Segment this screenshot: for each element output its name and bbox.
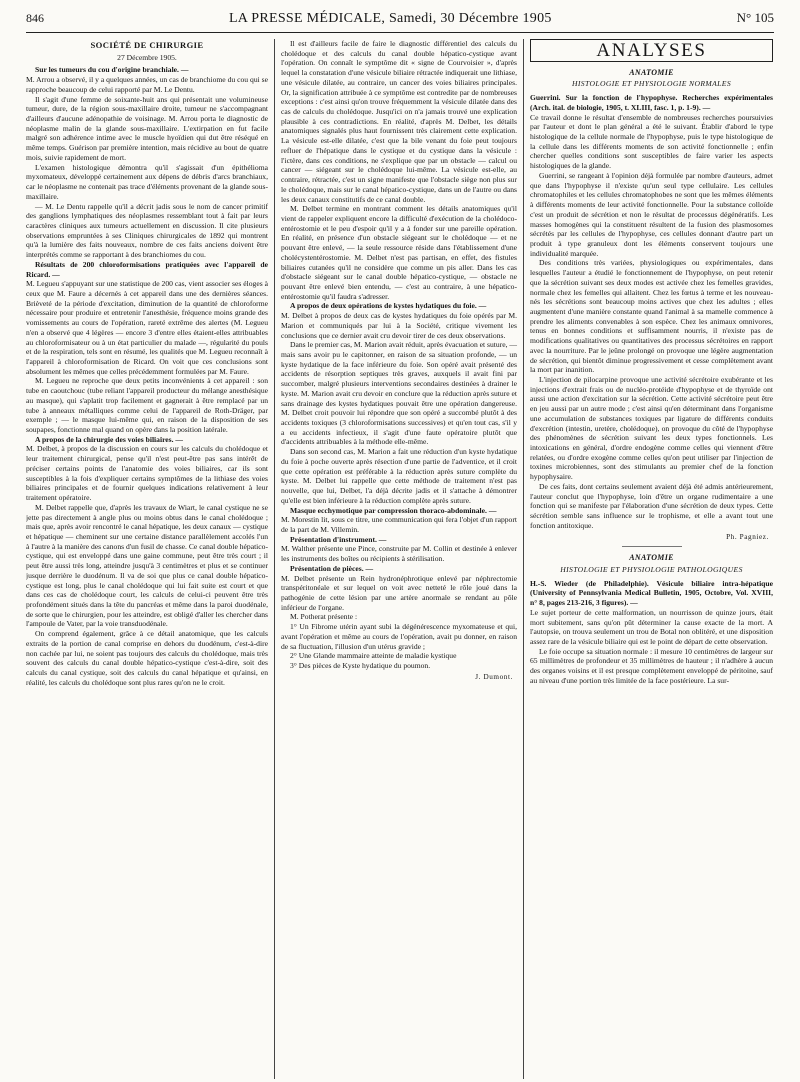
divider [622,546,682,547]
paragraph: Il s'agit d'une femme de soixante-huit ans qui présentait une volumineuse tumeur, dure, de la région sous-maxillaire droite, tumeur ne s'accompagnant d'ailleurs d'aucune adénopathie de voisinage. M. Arrou porta le diagnostic de néoplasme malin de la glande sous-maxillaire. L'extirpation en fut facile malgré son adhérence intime avec le muscle hyoïdien qui dut être réséqué en même temps. Guérison par première intention, mais récidive au bout de quatre mois, suivie rapidement de mort. [26,94,268,162]
paragraph: Dans son second cas, M. Marion a fait une réduction d'un kyste hydatique du foie à poche ouverte après résection d'une partie de l'adventice, et il croit que cette opération est préférable à la réduction après suture complète du kyste. M. Delbet lui rappelle que cette méthode de traitement n'est pas nouvelle, que lui, Delbet, l'a déjà décrite jadis et il s'attache à démontrer qu'elle est bien inférieure à la réduction complète après suture. [281,447,517,505]
paragraph: M. Delbet, à propos de la discussion en cours sur les calculs du cholédoque et leur traitement chirurgical, pense qu'il n'est peut-être pas sans intérêt de préciser certains points de l'anatomie des voies biliaires, car ils sont susceptibles à la fois d'expliquer certains symptômes de la lithiase des voies biliaires principales et de fournir quelques indications relativement à leur traitement opératoire. [26,444,268,503]
page-number: 846 [26,11,44,25]
column-2 [275,39,524,1079]
article-reference: H.-S. Wieder (de Philadelphie). Vésicule biliaire intra-hépatique (University of Pennsylvania Medical Bulletin, 1905, Octobre, Vol. XVIII, n° 8, pages 213-216, 3 figures). — [530,578,773,608]
paragraph: Le sujet porteur de cette malformation, un nourrisson de quinze jours, était mort subitement, sans qu'on pût déterminer la cause exacte de la mort. A l'autopsie, on trouva seulement un trou de Botal non oblitéré, et une disposition assez rare de la vésicule biliaire qui est le point de départ de cette observation. [530,607,773,646]
columns [26,39,774,1079]
category-subtitle: HISTOLOGIE ET PHYSIOLOGIE NORMALES [571,79,732,89]
paragraph: L'injection de pilocarpine provoque une activité sécrétoire exubérante et les injections d'extrait frais ou de nucléo-protéide d'hypophyse et de thyroïde ont aussi une action d'excitation sur la sécrétion. Cette activité sécrétoire peut être en jeu aussi par un autre mode ; c'est ainsi qu'en déterminant dans l'organisme une accumulation de substances toxiques par ligature de différents conduits d'excrétion (intestin, uretère, cholédoque), on provoque du côté de l'hypophyse des phénomènes de sécrétion suivant les deux types fonctionnels. Les intoxications en général, d'ordre endogène comme celles qui viennent d'être relatées, ou d'ordre exogène comme celles qu'on peut utiliser par l'injection de toxines microbiennes, sont des stimulants au premier chef de la fonction hypophysaire. [530,375,773,482]
paragraph: De ces faits, dont certains seulement avaient déjà été admis antérieurement, l'auteur conclut que l'hypophyse, loin d'être un organe rudimentaire a une fonction qui se manifeste par l'élaboration d'une sécrétion de deux types. Cette sécrétion semble sans influence sur le trophisme, et elle a avant tout une fonction antitoxique. [530,481,773,530]
category-title: ANATOMIE [629,553,674,563]
paragraph: M. Legueu ne reproche que deux petits inconvénients à cet appareil : son tube en caoutchouc (tube reliant l'appareil producteur du mélange anesthésique au masque), qui s'aplatit trop facilement et gagnerait à être remplacé par un tube à anneaux métalliques comme celui de l'appareil de Roth-Dräger, par exemple ; — le masque lui-même qui, en raison de la disposition de ses soupapes, fonctionne mal quand on opère dans la position latérale. [26,376,268,435]
page-header [26,10,774,33]
article-title: Résultats de 200 chloroformisations pratiquées avec l'appareil de Ricard. — [26,259,268,279]
paragraph: M. Delbet rappelle que, d'après les travaux de Wiart, le canal cystique ne se jette pas directement à angle plus ou moins obtus dans le canal cholédoque ; mais que, après avoir rencontré le canal hépatique, les deux canaux — cystique et hépatique — cheminent sur une certaine distance parallèlement accolés l'un à l'autre à la manière des canons d'un fusil de chasse. Ce canal double hépatico-cystique, qui est enveloppé dans une gaine commune, peut être très court ; il peut être aussi très long, atteindre jusqu'à 3 centimètres et plus et se continuer jusque derrière le duodénum. Il va de soi que plus ce canal double hépatico-cystique est long, plus le canal cholédoque qui lui fait suite est court et que dans ces cas de cholédoque court, les calculs de celui-ci peuvent être très profondément situés dans la tête du pancréas et même dans la paroi duodénale, de sorte que le chirurgien, pour les atteindre, est obligé d'aller les chercher dans l'ampoule de Vater, par la voie transduodénale. [26,502,268,629]
analyses-banner: ANALYSES [530,39,773,62]
list-item: 1° Un Fibrome utérin ayant subi la dégénérescence myxomateuse et qui, avant l'opération et même au cours de l'opération, avait pu donner, en raison de sa fluctuation, l'illusion d'un utérus gravide ; [281,622,517,651]
list-item: 2° Une Glande mammaire atteinte de maladie kystique [290,651,457,661]
article-title: Présentation d'instrument. — [290,534,387,544]
section-title: SOCIÉTÉ DE CHIRURGIE [90,40,204,50]
paragraph: M. Delbet termine en montrant comment les détails anatomiques qu'il vient de rappeler expliquent encore la difficulté d'exécution de la cholédoco-entérostomie et le peu d'espoir qu'il y a à fonder sur une pareille opération. En réalité, en présence d'un obstacle siégeant sur le cholédoque — et ne pouvant être enlevé, — la seule ressource réside dans l'établissement d'une cholécystentérostomie. M. Delbet n'est pas partisan, en effet, des fistules biliaires cutanées qu'il ne considère que comme un pis aller. Dans les cas d'obstacle siégeant sur le canal double hépatico-cystique, — obstacle ne pouvant être enlevé bien entendu, — c'est au contraire, à une hépatico-entérostomie qu'il faudra s'adresser. [281,204,517,301]
section-date: 27 Décembre 1905. [117,52,177,62]
paragraph: M. Arrou a observé, il y a quelques années, un cas de branchiome du cou qui se rapproche beaucoup de celui rapporté par M. Le Dentu. [26,75,268,94]
paragraph: M. Potherat présente : [290,612,358,622]
article-title: Masque ecchymotique par compression thoraco-abdominale. — [290,505,497,515]
article-title: A propos de la chirurgie des voies biliaires. — [35,434,184,444]
paragraph: M. Delbet présente un Rein hydronéphrotique enlevé par néphrectomie transpéritonéale et sur lequel on voit avec netteté le rôle joué dans la pathogénie de cette lésion par une artère anormale se rendant au pôle inférieur de l'organe. [281,573,517,612]
paragraph: Ce travail donne le résultat d'ensemble de nombreuses recherches poursuivies par l'auteur et dont le plan général a été le suivant. Établir d'abord le type histologique de la cellule normale de l'hypophyse, puis le type histologique de la cellule dans les différents moments de son activité fonctionnelle ; enfin chercher quelles conditions sont susceptibles de faire varier les aspects histologiques de la glande. [530,112,773,171]
paragraph: Le foie occupe sa situation normale : il mesure 10 centimètres de largeur sur 65 millimètres de profondeur et 35 millimètres de hauteur ; il n'adhère à aucun des organes voisins et il est presque complètement enveloppé de péritoine, sauf au niveau d'une portion très limitée de la face postérieure. La sur- [530,646,773,685]
article-title: A propos de deux opérations de kystes hydatiques du foie. — [290,301,487,311]
column-3 [524,39,773,1079]
journal-title: LA PRESSE MÉDICALE, Samedi, 30 Décembre 1905 [228,11,552,26]
paragraph: On comprend également, grâce à ce détail anatomique, que les calculs extraits de la portion de canal comprise en dehors du duodénum, c'est-à-dire non cachée par lui, ne soient pas toujours des calculs du cholédoque, mais très souvent des calculs du canal double hépatico-cystique c'est-à-dire, soit des calculs du canal cystique, soit des calculs du canal hépatique et qu'ainsi, en réalité, les calculs du cholédoque sont plus rares qu'on ne le croit. [26,629,268,687]
article-title: Sur les tumeurs du cou d'origine branchiale. — [35,65,189,75]
signature: J. Dumont. [475,672,513,681]
paragraph: M. Delbet à propos de deux cas de kystes hydatiques du foie opérés par M. Marion et communiqués par lui à la Société, critique vivement les conclusions que ce dernier avait cru devoir tirer de ces deux observations. [281,311,517,340]
column-1 [26,39,275,1079]
paragraph: — M. Le Dentu rappelle qu'il a décrit jadis sous le nom de cancer primitif des ganglions lymphatiques des néoplasmes ressemblant tout à fait par leurs caractères cliniques aux tumeurs actuellement en discussion. Il cite plusieurs observations empruntées à ses Cliniques chirurgicales de 1892 qui montrent qu'à la lumière des faits nouveaux, nombre de ces faits anciens doivent être interprétés comme se rapportant à des branchiomes du cou. [26,201,268,260]
issue-number: N° 105 [736,10,774,25]
paragraph: M. Walther présente une Pince, construite par M. Collin et destinée à enlever les instruments des boîtes ou récipients à stérilisation. [281,544,517,564]
paragraph: M. Morestin lit, sous ce titre, une communication qui fera l'objet d'un rapport de la part de M. Villemin. [281,515,517,534]
signature: Ph. Pagniez. [726,532,769,541]
article-reference: Guerrini. Sur la fonction de l'hypophyse. Recherches expérimentales (Arch. ital. de biologie, 1905, t. XLIII, fasc. 1, p. 1-9). — [530,93,773,112]
paragraph: L'examen histologique démontra qu'il s'agissait d'un épithélioma myxomateux, développé certainement aux dépens de débris d'arcs branchiaux, car le néoplasme ne contenait pas trace d'éléments provenant de la glande sous-maxillaire. [26,162,268,201]
paragraph: M. Legueu s'appuyant sur une statistique de 200 cas, vient associer ses éloges à ceux que M. Faure a décernés à cet appareil dans une des dernières séances. Brièveté de la période d'excitation, diminution de la quantité de chloroforme nécessaire pour produire et entretenir l'anesthésie, fréquence moins grande des vomissements au cours de l'opération, rareté extrême des alertes (M. Legueu n'en a observé que 4 légères — encore 3 d'entre elles étaient-elles attribuables au chloroformisateur ou à un état particulier du malade —, régularité du pouls et de la respiration, tels sont en résumé, les qualités que M. Legueu reconnaît à l'appareil à chloroformisation de Ricard. On voit que ces conclusions sont absolument les mêmes que celles précédemment formulées par M. Faure. [26,279,268,376]
category-subtitle: HISTOLOGIE ET PHYSIOLOGIE PATHOLOGIQUES [560,564,743,574]
category-title: ANATOMIE [629,67,674,77]
paragraph: Des conditions très variées, physiologiques ou expérimentales, dans lesquelles l'auteur a étudié le fonctionnement de l'hypophyse, on peut retenir que la sécrétion suivant ses deux modes est activée chez les femelles gravides, normale chez les femelles qui allaitent. Chez les fœtus à terme et les nouveau-nés les sécrétions sont beaucoup moins actives que chez les adultes ; elles augmentent d'une manière constante quand l'animal à sa mamelle commence à prendre les aliments convenables à son espèce. Chez les animaux omnivores, tenus en bonnes conditions et suffisamment nourris, il n'existe pas de modifications qualitatives ou quantitatives des processus sécrétoires en rapport avec la nourriture. Par le jeûne prolongé on provoque une légère augmentation de sécrétion, qui bientôt diminue progressivement et cesse complètement avant la mort par inanition. [530,258,773,375]
paragraph: Il est d'ailleurs facile de faire le diagnostic différentiel des calculs du cholédoque et des calculs du canal double hépatico-cystique avant l'opération. On connaît le symptôme dit « signe de Courvoisier », d'après lequel la constatation d'une vésicule biliaire rétractée indiquerait une lithiase, une vésicule dilatée, au contraire, un cancer des voies biliaires principales. Or, la signification attribuée à ce symptôme est contredite par de nombreuses exceptions : c'est ainsi qu'on trouve fréquemment la vésicule dilatée dans des cas de calculs du cholédoque. Jusqu'ici on n'a jamais trouvé une explication plausible à ces contradictions. En réalité, d'après M. Delbet, les détails anatomiques signalés plus haut fournissent très clairement cette explication. La vésicule est-elle dilatée, c'est que la bile venant du foie peut toujours refluer de l'hépatique dans le cystique et du cystique dans la vésicule : l'ictère, dans ces conditions, ne s'explique que par un obstacle — calcul ou cancer — siégeant sur le cholédoque lui-même. La vésicule est-elle, au contraire, rétractée, c'est un signe manifeste que l'obstacle siège non plus sur le cholédoque, mais sur le canal hépatico-cystique, dans un de l'autre ou dans les deux canaux constitutifs de ce canal double. [281,39,517,204]
list-item: 3° Des pièces de Kyste hydatique du poumon. [290,661,431,670]
paragraph: Dans le premier cas, M. Marion avait réduit, après évacuation et suture, — mais sans avoir pu le capitonner, en raison de sa situation profonde, — un kyste hydatique de la face inférieure du foie. Son opéré avait présenté des accidents de résorption septiques très graves, auxquels il avait fini par succomber, malgré plusieurs interventions secondaires destinées à drainer le kyste. M. Marion avait cru devoir en conclure que la réduction après suture et sans drainage des kystes hydatiques pouvait être une opération dangereuse. M. Delbet croit pouvoir lui répondre que son opéré a succombé plutôt à des accidents toxiques (3 chloroformisations successives) et qu'en tout cas, s'il y a eu accidents infectieux, il s'agit d'une faute opératoire plutôt que d'accidents attribuables à la méthode elle-même. [281,340,517,447]
article-title: Présentation de pièces. — [290,563,374,573]
paragraph: Guerrini, se rangeant à l'opinion déjà formulée par nombre d'auteurs, admet que dans l'hypophyse il n'existe qu'un seul type cellulaire. Les cellules chromatophiles et les cellules chromatophobes ne sont que les mêmes éléments à différents moments de leur activité fonctionnelle. Pour la substance colloïde c'est un produit de sécrétion et non le résultat de processus dégénératifs. Les masses homogènes qui la constituent résultent de la fusion des plasmosomes sécrétés par les cellules de l'hypophyse, ces cellules donnant d'autre part un produit à type granuleux dont les éléments conservent toujours une individualité marquée. [530,170,773,258]
